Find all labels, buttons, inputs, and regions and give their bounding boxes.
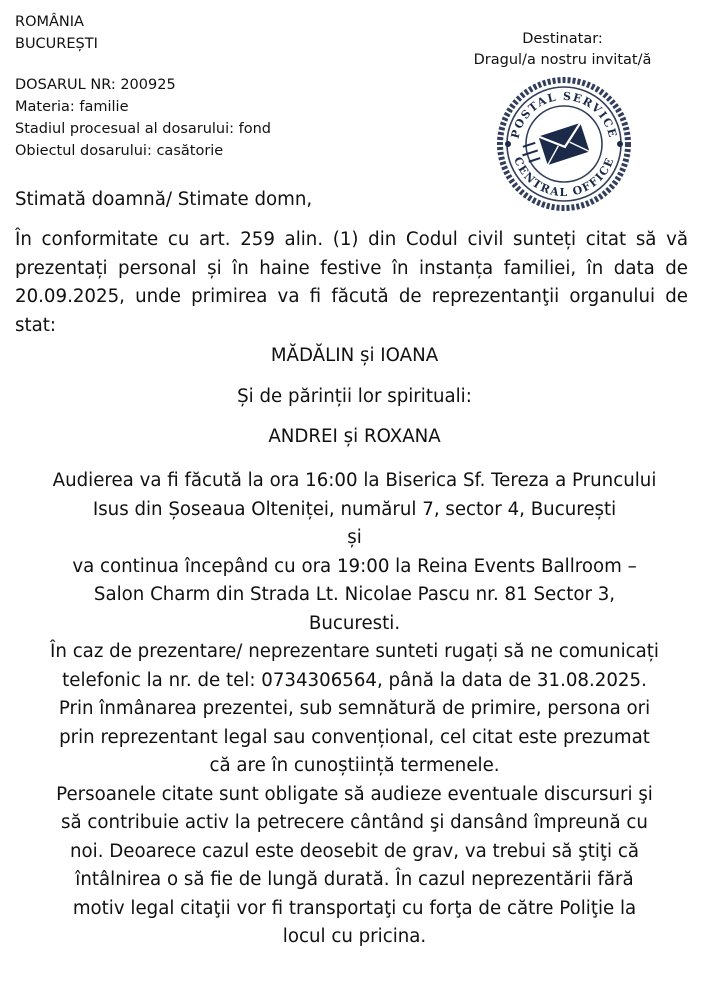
recipient-label: Destinatar: (522, 31, 603, 47)
venue-line: și (347, 527, 362, 548)
greeting: Stimată doamnă/ Stimate domn, (15, 189, 313, 210)
rsvp-line: telefonic la nr. de tel: 0734306564, până la data de 31.08.2025. (62, 669, 647, 691)
venue-line: Audierea va fi făcută la ora 16:00 la Biserica Sf. Tereza a Pruncului (52, 470, 657, 491)
venue-line: Isus din Șoseaua Olteniței, numărul 7, sector 4, București (92, 498, 617, 520)
city: BUCUREȘTI (15, 36, 98, 52)
obligation-line: să contribuie activ la petrecere cântând şi dansând împreună cu (61, 812, 648, 833)
venue-line: Salon Charm din Strada Lt. Nicolae Pascu nr. 81 Sector 3, (93, 584, 616, 605)
obligation-line: întâlnirea o să fie de lungă durată. În cazul neprezentării fără (75, 869, 634, 890)
subject-matter: Materia: familie (15, 99, 129, 115)
rsvp-line: În caz de prezentare/ neprezentare sunteti rugați să ne comunicați (50, 641, 659, 662)
stamp-top-text: POSTAL SERVICE (508, 89, 620, 140)
venue-line: va continua începând cu ora 19:00 la Reina Events Ballroom – (72, 555, 637, 577)
case-header (15, 11, 271, 162)
case-number: DOSARUL NR: 200925 (15, 77, 176, 93)
receipt-line: că are în cunoștiință termenele. (209, 755, 500, 776)
obligation-line: motiv legal citaţii vor fi transportaţi cu forţa de către Poliţie la (72, 897, 637, 919)
closing-block (0, 638, 709, 952)
parents-intro: Și de părinții lor spirituali: (237, 386, 472, 407)
godparents-names: ANDREI și ROXANA (268, 426, 441, 447)
obligation-line: noi. Deoarece cazul este deosebit de grav, va trebui să ştiţi că (69, 840, 639, 862)
postal-stamp (494, 74, 634, 214)
venue-line: Bucuresti. (308, 612, 401, 634)
intro-paragraph: În conformitate cu art. 259 alin. (1) din Codul civil sunteți citat să vă prezentați personal și în haine festive în instanța familiei, în data de 20.09.2025, unde primirea va fi făcută de reprezentanţii organului de stat: (15, 229, 688, 336)
obligation-line: locul cu pricina. (282, 926, 427, 947)
case-object: Obiectul dosarului: casătorie (15, 143, 224, 159)
stamp-bottom-text: CENTRAL OFFICE (511, 155, 617, 200)
receipt-line: Prin înmânarea prezentei, sub semnătură de primire, persona ori (58, 698, 651, 719)
procedural-stage: Stadiul procesual al dosarului: fond (15, 121, 272, 137)
recipient-block (450, 29, 675, 71)
recipient-name: Dragul/a nostru invitat/ă (473, 52, 652, 68)
country: ROMÂNIA (15, 14, 84, 30)
obligation-line: Persoanele citate sunt obligate să audieze eventuale discursuri şi (56, 783, 653, 805)
couple-names: MĂDĂLIN și IOANA (270, 345, 439, 366)
receipt-line: prin reprezentant legal sau convențional, cel citat este prezumat (59, 726, 650, 748)
venue-block (0, 467, 709, 638)
